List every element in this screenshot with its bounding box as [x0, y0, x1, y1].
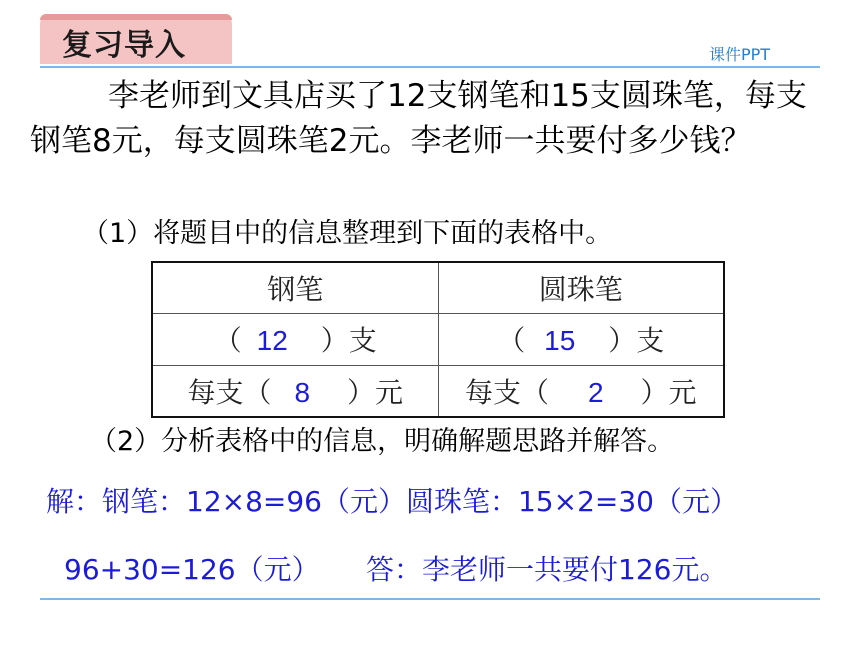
- count-prefix: （: [213, 324, 242, 358]
- table-count-row: [152, 314, 724, 365]
- count-suffix: ）支: [320, 324, 377, 358]
- price-prefix: 每支（: [187, 375, 272, 409]
- section-tag-label: 复习导入: [62, 28, 186, 63]
- price-suffix: ）元: [640, 375, 697, 409]
- watermark: 课件PPT: [709, 45, 771, 64]
- count-suffix: ）支: [608, 324, 665, 358]
- header-ballpen: 圆珠笔: [438, 262, 724, 314]
- solution-answer: 答：李老师一共要付126元。: [366, 553, 728, 586]
- pen-price-value: 8: [294, 376, 311, 408]
- ballpen-price-cell: [438, 365, 724, 417]
- ballpen-price-value: 2: [587, 376, 604, 408]
- problem-text: [30, 74, 810, 164]
- price-suffix: ）元: [346, 375, 403, 409]
- header-pen: 钢笔: [152, 262, 438, 314]
- bottom-divider: [40, 598, 820, 600]
- pen-price-cell: [152, 365, 438, 417]
- table-price-row: [152, 365, 724, 417]
- step-1-instruction: （1）将题目中的信息整理到下面的表格中。: [82, 218, 613, 249]
- top-divider: [40, 66, 820, 68]
- pen-count-cell: [152, 314, 438, 365]
- price-prefix: 每支（: [465, 375, 550, 409]
- section-tag: [40, 14, 232, 64]
- ballpen-count-value: 15: [544, 325, 576, 357]
- solution-line-2: 96+30=126（元）: [64, 553, 320, 586]
- table-header-row: [152, 262, 724, 314]
- step-2-instruction: （2）分析表格中的信息，明确解题思路并解答。: [90, 426, 675, 457]
- problem-body: 李老师到文具店买了12支钢笔和15支圆珠笔，每支钢笔8元，每支圆珠笔2元。李老师一共要付多少钱？: [30, 78, 807, 159]
- count-prefix: （: [497, 324, 526, 358]
- info-table: [151, 261, 725, 418]
- solution-line-1: 解：钢笔：12×8=96（元）圆珠笔：15×2=30（元）: [46, 485, 738, 518]
- ballpen-count-cell: [438, 314, 724, 365]
- pen-count-value: 12: [256, 325, 288, 357]
